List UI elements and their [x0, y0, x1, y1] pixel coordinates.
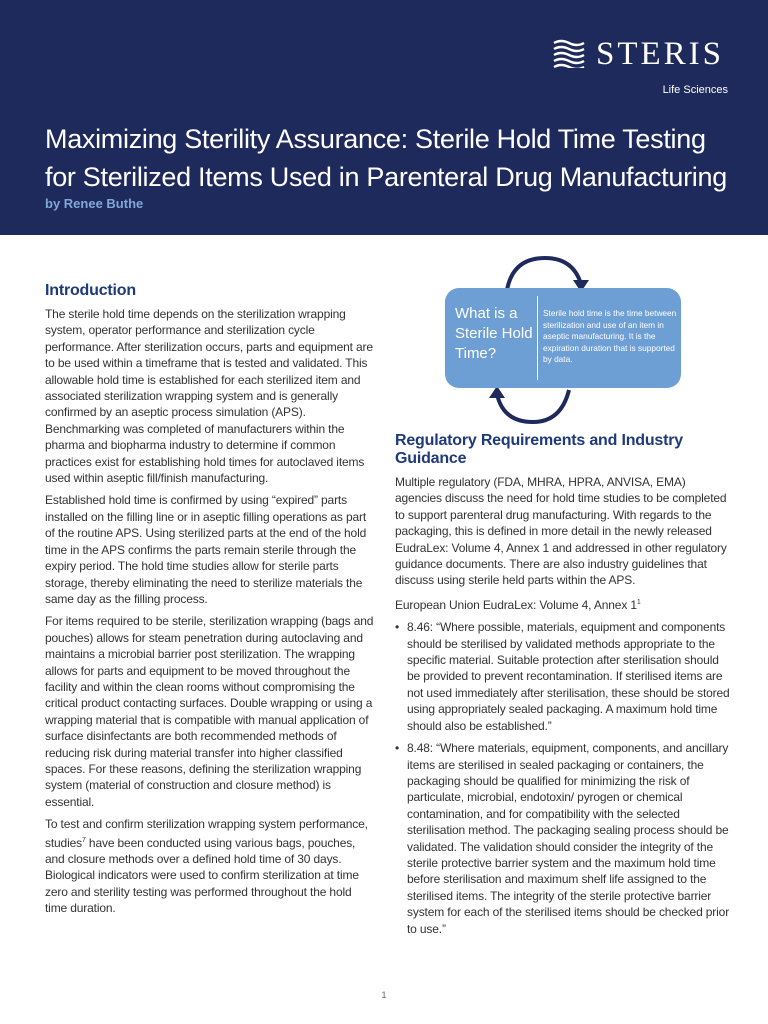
- callout-question: What is a Sterile Hold Time?: [455, 305, 533, 362]
- logo-subtitle: Life Sciences: [662, 84, 728, 96]
- logo-wordmark: STERIS: [596, 36, 725, 72]
- intro-paragraph-2: Established hold time is confirmed by using “expired” parts installed on the filling line or in aseptic filling operations as part of the routine APS. Using sterilized parts at the end of the hold time in the APS confirms the parts remain sterile through the expiry period. The hold time studies allow for sterile parts storage, thereby eliminating the need to sterilize materials the same day as the filling process.: [45, 493, 367, 606]
- bullet-marker: •: [395, 620, 400, 635]
- left-column: [45, 282, 375, 923]
- document-title: Maximizing Sterility Assurance: Sterile Hold Time Testing for Sterilized Items Used in Parenteral Drug Manufacturing: [45, 124, 727, 192]
- steris-wave-icon: [552, 38, 586, 68]
- footnote-ref-1: 1: [636, 598, 641, 606]
- steris-logo: [552, 36, 732, 76]
- eudralex-reference: [395, 595, 730, 613]
- footnote-ref-7: 7: [81, 836, 86, 844]
- introduction-heading: Introduction: [45, 282, 136, 299]
- page-number: 1: [381, 990, 387, 1000]
- regulatory-heading: Regulatory Requirements and Industry Guidance: [395, 432, 683, 467]
- sterile-hold-callout: [445, 256, 685, 426]
- bullet-text: 8.48: “Where materials, equipment, components, and ancillary items are sterilised in sealed packaging or containers, the packaging should be qualified for minimizing the risk of particulate, microbial, endotoxin/ pyrogen or chemical contamination, and for compatibility with the selected sterilisation method. The packaging sealing process should be validated. The validation should consider the integrity of the sterile protective barrier system and the maximum hold time before sterilisation and maximum shelf life assigned to the sterilised items. The integrity of the sterile protective barrier system for each of the sterilised items should be checked prior to use.”: [407, 741, 730, 936]
- regulatory-paragraph-1: Multiple regulatory (FDA, MHRA, HPRA, ANVISA, EMA) agencies discuss the need for hold time studies to be completed to support parenteral drug manufacturing. With regards to the packaging, this is defined in more detail in the newly released EudraLex: Volume 4, Annex 1 and addressed in other regulatory guidance documents. There are also industry guidelines that discuss using sterile held parts within the APS.: [395, 475, 727, 588]
- header-banner: [0, 0, 768, 235]
- bullet-marker: •: [395, 741, 400, 756]
- intro-paragraph-3: For items required to be sterile, sterilization wrapping (bags and pouches) allows for steam penetration during autoclaving and maintains a microbial barrier post sterilization. The wrapping allows for parts and equipment to be moved throughout the facility and within the clean rooms without compromising the critical product contacting surfaces. Double wrapping or using a wrapping material that is compatible with manual application of surface disinfectants are both recommended methods of reducing risk during material transfer into higher classified spaces. For these reasons, defining the sterilization wrapping system (material of construction and closure method) is essential.: [45, 614, 374, 809]
- intro-paragraph-4: [45, 816, 375, 916]
- bullet-item-8-48: [395, 740, 730, 937]
- intro-paragraph-1: The sterile hold time depends on the sterilization wrapping system, operator performance and sterilization cycle performance. After sterilization occurs, parts and equipment are to be used within a timeframe that is tested and validated. This allowable hold time is established for each sterilized item and associated sterilization wrapping system and is generally confirmed by an aseptic process simulation (APS). Benchmarking was completed of manufacturers within the pharma and biopharma industry to determine if common practices exist for establishing hold times for autoclaved items used within aseptic fill/finish manufacturing.: [45, 307, 373, 486]
- right-column: [395, 432, 730, 943]
- bullet-item-8-46: [395, 619, 730, 734]
- callout-divider: [537, 296, 538, 380]
- intro-p4-text: To test and confirm sterilization wrapping system performance, studies: [45, 817, 368, 850]
- bullet-text: 8.46: “Where possible, materials, equipment and components should be sterilised by validated methods appropriate to the specific material. Suitable protection after sterilisation should be provided to prevent recontamination. If sterilised items are not used immediately after sterilisation, these should be stored using appropriately sealed packaging. A maximum hold time should also be established.”: [407, 620, 730, 733]
- eudralex-text: European Union EudraLex: Volume 4, Annex 1: [395, 597, 637, 612]
- intro-p4-text-cont: have been conducted using various bags, pouches, and closure methods over a defined hold time of 30 days. Biological indicators were used to confirm sterilization at time zero and sterility testing was performed throughout the hold time duration.: [45, 835, 359, 916]
- callout-answer: Sterile hold time is the time between sterilization and use of an item in aseptic manufacturing. It is the expiration duration that is supported by data.: [543, 308, 677, 365]
- author-byline: by Renee Buthe: [45, 196, 144, 211]
